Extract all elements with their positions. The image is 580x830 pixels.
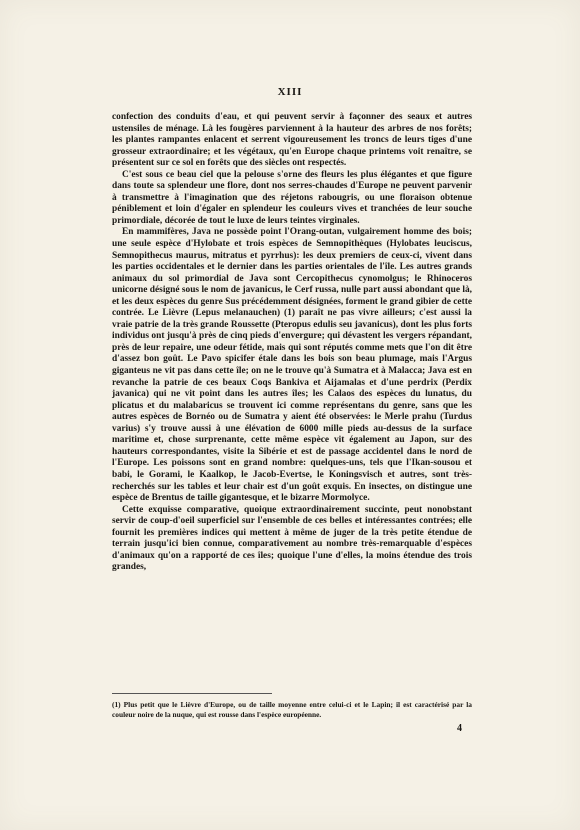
page-header: XIII — [277, 86, 303, 98]
paragraph-3: En mammifères, Java ne possède point l'Orang-outan, vulgairement homme des bois; une seule espèce d'Hylobate et trois espèces de Semnopithèques (Hylobates leuciscus, Semnopithecus maurus, mitratus et pyrrhus): les deux premiers de ceux-ci, vivent dans les parties occidentales et le dernier dans les parties orientales de l'île. Les autres grands animaux du sol primordial de Java sont Cercopithecus cynomolgus; le Rhinoceros unicorne désigné sous le nom de javanicus, le Cerf russa, nulle part aussi abondant que là, et les deux espèces du genre Sus précédemment désignées, forment le grand gibier de cette contrée. Le Lièvre (Lepus melanauchen) (1) paraît ne pas vivre ailleurs; c'est aussi la vraie patrie de la très grande Roussette (Pteropus edulis seu javanicus), dont les plus forts individus ont jusqu'à près de cinq pieds d'envergure; qui dévastent les vergers répandant, près de leur repaire, une odeur fétide, mais qui sont réputés comme mets que l'on dit être d'assez bon goût. Le Pavo spicifer étale dans les bois son beau plumage, mais l'Argus giganteus ne vit pas dans cette île; on ne le trouve qu'à Sumatra et à Malacca; Java est en revanche la patrie de ces beaux Coqs Bankiva et Aijamalas et d'une perdrix (Perdix javanica) qui ne vit point dans les autres îles; les Calaos des espèces du lunatus, du plicatus et du malabaricus se trouvent ici comme représentans du genre, sans que les autres espèces de Bornéo ou de Sumatra y aient été observées: le Merle prahu (Turdus varius) s'y trouve aussi à une élévation de 6000 mille pieds au-dessus de la surface maritime et, chose surprenante, cette même espèce vit également au Japon, sur des hauteurs correspondantes, visite la Sibérie et est de passage accidentel dans le nord de l'Europe. Les poissons sont en grand nombre: quelques-uns, tels que l'Ikan-sousou et babi, le Gorami, le Kaalkop, le Jacob-Evertse, le Koningsvisch et autres, sont très-recherchés sur les tables et leur chair est d'un goût exquis. En insectes, on distingue une espèce de Brentus de taille gigantesque, et le bizarre Mormolyce. — [112, 227, 472, 504]
page-number: 4 — [457, 723, 462, 734]
body-text — [112, 112, 472, 574]
paragraph-1: confection des conduits d'eau, et qui peuvent servir à façonner des seaux et autres ustensiles de ménage. Là les fougères parviennent à la hauteur des arbres de nos forêts; les plantes rampantes enlacent et serrent vigoureusement les troncs de leurs tiges d'une grosseur extraordinaire; et les végétaux, qu'en Europe chaque printems voit renaître, se présentent sur ce sol en forêts que des siècles ont respectés. — [112, 112, 472, 169]
paragraph-4: Cette exquisse comparative, quoique extraordinairement succinte, peut nonobstant servir de coup-d'oeil superficiel sur l'ensemble de ces belles et intéressantes contrées; elle fournit les premières indices qui mettent à même de juger de la très petite étendue de terrain jusqu'ici bien connue, comparativement au nombre très-remarquable d'espèces d'animaux qu'on a rapporté de ces îles; quoique l'une d'elles, la moins étendue des trois grandes, — [112, 504, 472, 573]
paragraph-2: C'est sous ce beau ciel que la pelouse s'orne des fleurs les plus élégantes et que figure dans toute sa splendeur une flore, dont nos serres-chaudes d'Europe ne peuvent parvenir à transmettre à l'imagination que des réjetons rabougris, ou une floraison obtenue péniblement et loin d'égaler en splendeur les couleurs vives et tranchées de leur souche primordiale, décorée de tout le luxe de leurs teintes virginales. — [112, 169, 472, 226]
footnote-rule — [112, 693, 272, 694]
footnote: (1) Plus petit que le Lièvre d'Europe, ou de taille moyenne entre celui-ci et le Lapin; il est caractérisé par la couleur noire de la nuque, qui est rousse dans l'espèce européenne. — [112, 700, 472, 719]
